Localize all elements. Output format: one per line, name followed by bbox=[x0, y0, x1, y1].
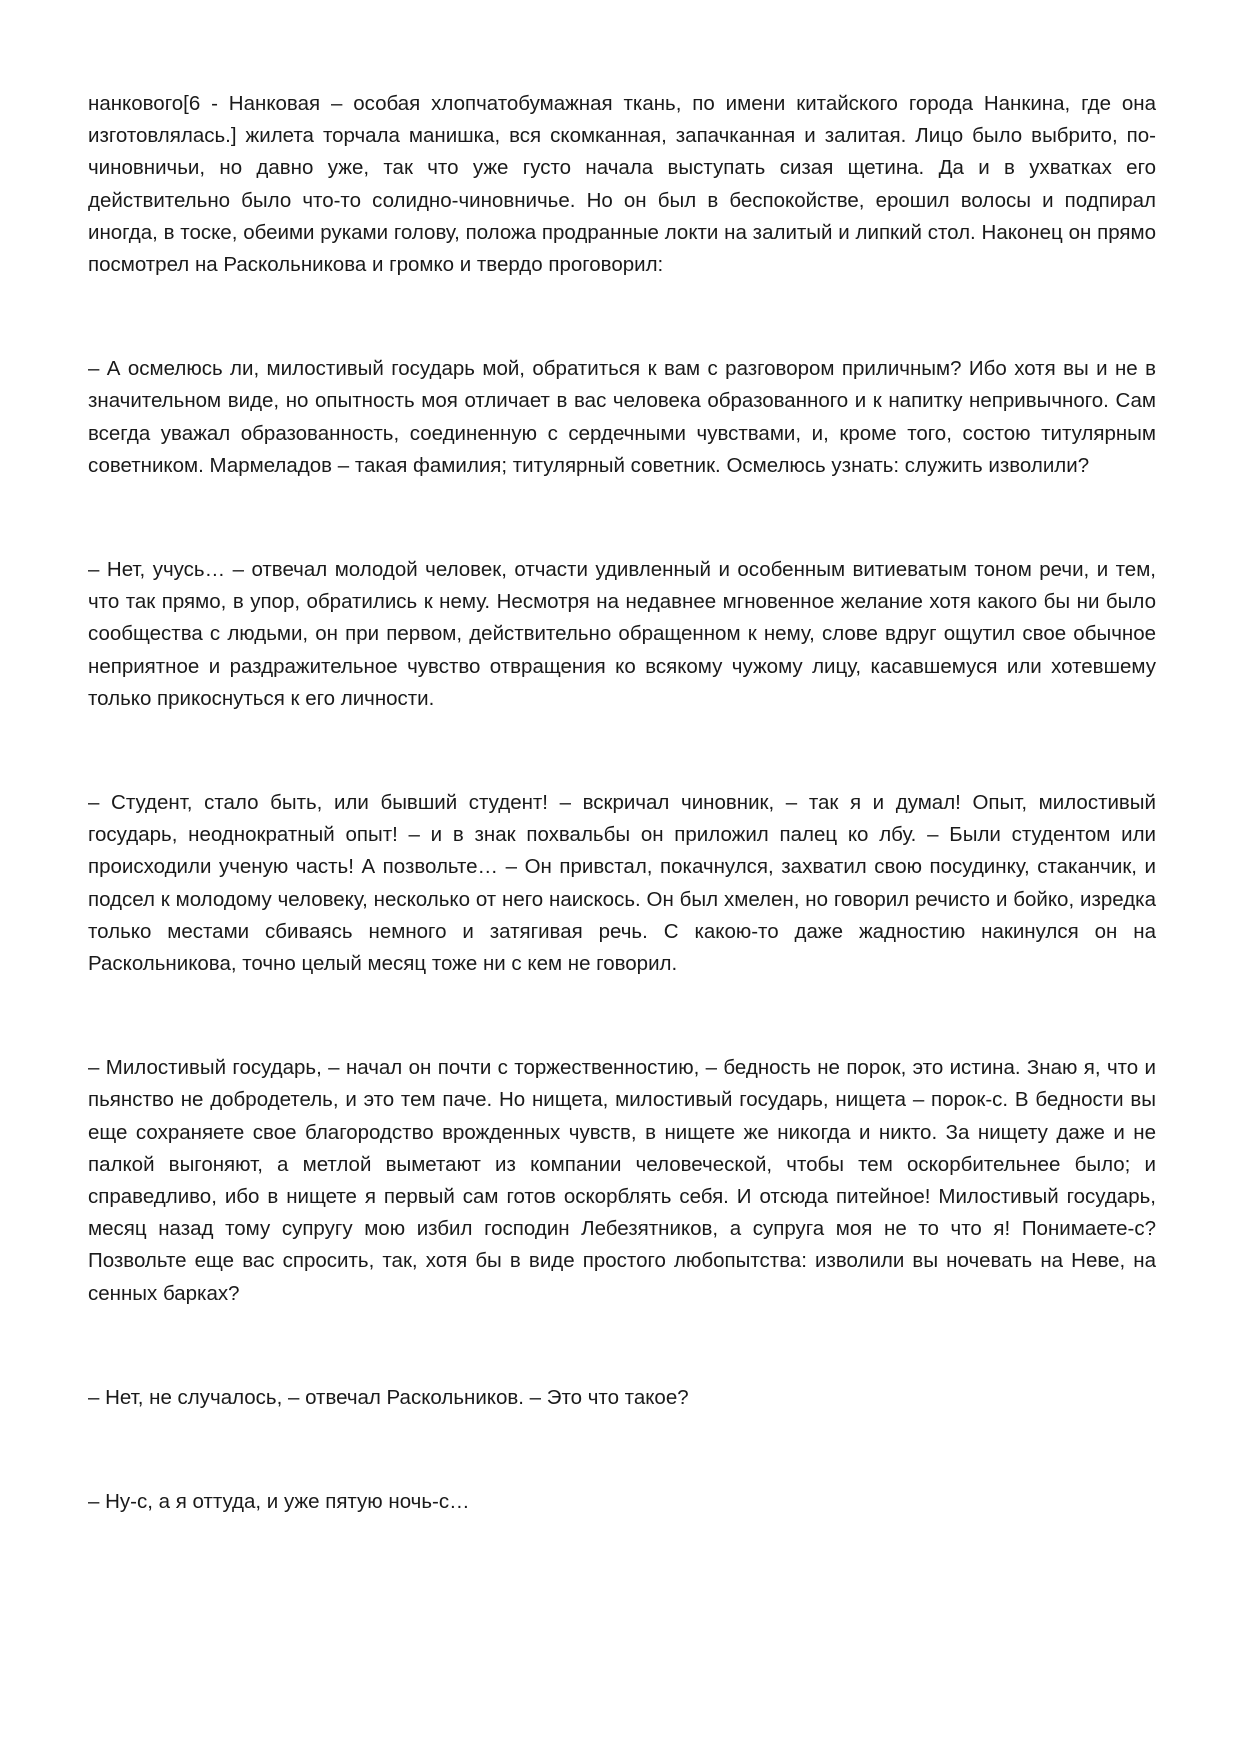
paragraph-official-exclaims: – Студент, стало быть, или бывший студент! – вскричал чиновник, – так я и думал! Опыт, милостивый государь, неоднократный опыт! – и в знак похвальбы он приложил палец ко лбу. – Были студентом или происходили ученую часть! А позвольте… – Он привстал, покачнулся, захватил свою посудинку, стаканчик, и подсел к молодому человеку, несколько от него наискось. Он был хмелен, но говорил речисто и бойко, изредка только местами сбиваясь немного и затягивая речь. С какою-то даже жадностию накинулся он на Раскольникова, точно целый месяц тоже ни с кем не говорил. bbox=[88, 791, 1156, 976]
paragraph-poverty-speech: – Милостивый государь, – начал он почти с торжественностию, – бедность не порок, это истина. Знаю я, что и пьянство не добродетель, и это тем паче. Но нищета, милостивый государь, нищета – порок-с. В бедности вы еще сохраняете свое благородство врожденных чувств, в нищете же никогда и никто. За нищету даже и не палкой выгоняют, а метлой выметают из компании человеческой, чтобы тем оскорбительнее было; и справедливо, ибо в нищете я первый сам готов оскорблять себя. И отсюда питейное! Милостивый государь, месяц назад тому супругу мою избил господин Лебезятников, а супруга моя не то что я! Понимаете-с? Позвольте еще вас спросить, так, хотя бы в виде простого любопытства: изволили вы ночевать на Неве, на сенных барках? bbox=[88, 1056, 1156, 1305]
paragraph-fifth-night: – Ну-с, а я оттуда, и уже пятую ночь-с… bbox=[88, 1490, 470, 1514]
paragraph-narration: нанкового[6 - Нанковая – особая хлопчатобумажная ткань, по имени китайского города Нанкина, где она изготовлялась.] жилета торчала манишка, вся скомканная, запачканная и залитая. Лицо было выбрито, по-чиновничьи, но давно уже, так что уже густо начала выступать сизая щетина. Да и в ухватках его действительно было что-то солидно-чиновничье. Но он был в беспокойстве, ерошил волосы и подпирал иногда, в тоске, обеими руками голову, положа продранные локти на залитый и липкий стол. Наконец он прямо посмотрел на Раскольникова и громко и твердо проговорил: bbox=[88, 92, 1156, 277]
document-page bbox=[88, 88, 1156, 1518]
paragraph-reply-student: – Нет, учусь… – отвечал молодой человек, отчасти удивленный и особенным витиеватым тоном речи, и тем, что так прямо, в упор, обратились к нему. Несмотря на недавнее мгновенное желание хотя какого бы ни было сообщества с людьми, он при первом, действительно обращенном к нему, слове вдруг ощутил свое обычное неприятное и раздражительное чувство отвращения ко всякому чужому лицу, касавшемуся или хотевшему только прикоснуться к его личности. bbox=[88, 558, 1156, 710]
paragraph-marmeladov-greeting: – А осмелюсь ли, милостивый государь мой, обратиться к вам с разговором приличным? Ибо хотя вы и не в значительном виде, но опытность моя отличает в вас человека образованного и к напитку непривычного. Сам всегда уважал образованность, соединенную с сердечными чувствами, и, кроме того, состою титулярным советником. Мармеладов – такая фамилия; титулярный советник. Осмелюсь узнать: служить изволили? bbox=[88, 357, 1156, 477]
paragraph-raskolnikov-answer: – Нет, не случалось, – отвечал Раскольников. – Это что такое? bbox=[88, 1385, 689, 1409]
